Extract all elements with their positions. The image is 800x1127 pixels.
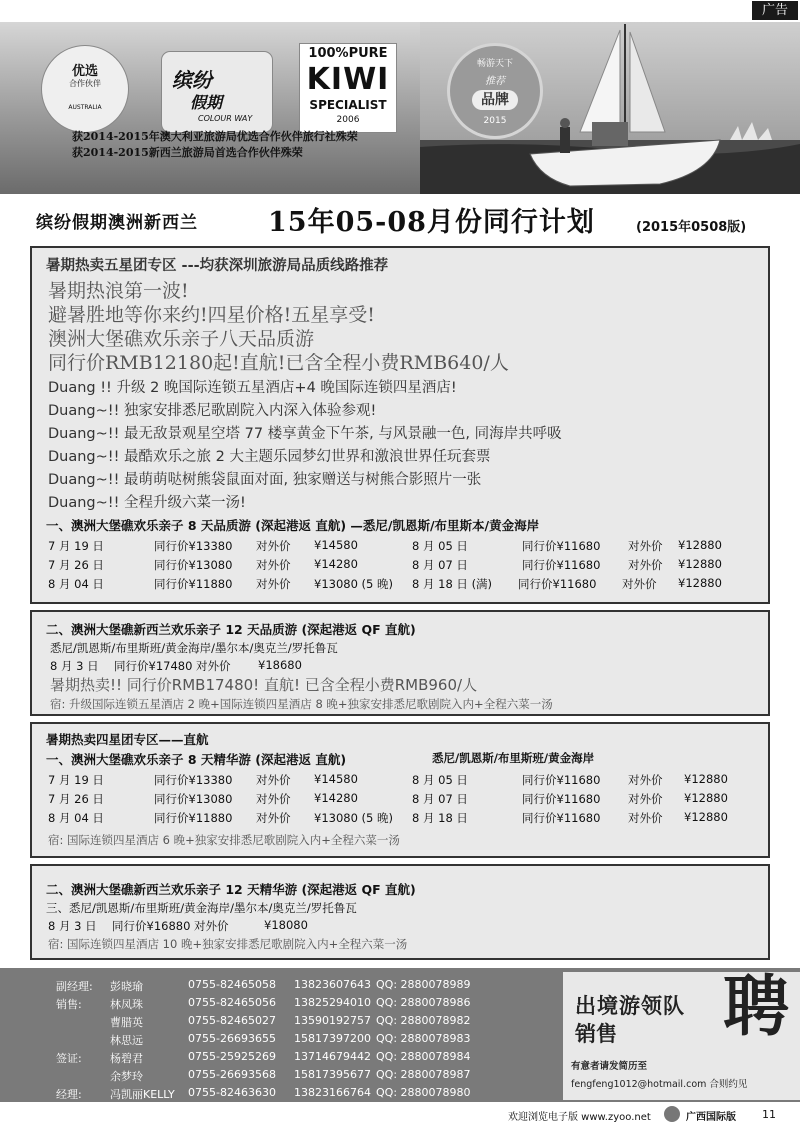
public-price-label: 对外价 xyxy=(628,539,663,553)
five-star-section xyxy=(30,246,770,604)
peer-price-cell: 同行价¥11880 xyxy=(154,811,233,825)
public-price-label: 对外价 xyxy=(628,792,663,806)
date-cell: 8 月 3 日 xyxy=(50,659,99,673)
date-cell: 7 月 26 日 xyxy=(48,792,104,806)
section-header: 暑期热卖五星团专区 ---均获深圳旅游局品质线路推荐 xyxy=(46,258,389,274)
public-price-label: 对外价 xyxy=(628,811,663,825)
contact-phone: 0755-82465058 xyxy=(188,978,276,991)
public-price-label: 对外价 xyxy=(628,558,663,572)
public-price-cell: ¥13080 (5 晚) xyxy=(314,577,394,591)
recruit-big-char: 聘 xyxy=(723,967,789,1045)
nz-essence-section xyxy=(30,864,770,960)
route-cities: 三、悉尼/凯恩斯/布里斯班/黄金海岸/墨尔本/奥克兰/罗托鲁瓦 xyxy=(46,901,357,915)
promo-line-2: 避暑胜地等你来约!四星价格!五星享受! xyxy=(48,304,375,326)
contact-qq: QQ: 2880078986 xyxy=(376,996,471,1009)
public-price-cell: ¥12880 xyxy=(678,576,722,590)
contact-phone: 0755-26693655 xyxy=(188,1032,276,1045)
nz-quality-section xyxy=(30,610,770,716)
promo-line-3: 澳洲大堡礁欢乐亲子八天品质游 xyxy=(48,328,315,350)
route-title: 二、澳洲大堡礁新西兰欢乐亲子 12 天品质游 (深起港返 QF 直航) xyxy=(46,622,416,637)
contact-mobile: 13590192757 xyxy=(294,1014,371,1027)
public-price-label: 对外价 xyxy=(256,811,291,825)
contact-name: 林凤珠 xyxy=(110,998,143,1011)
route-cities: 悉尼/凯恩斯/布里斯班/黄金海岸/墨尔本/奥克兰/罗托鲁瓦 xyxy=(50,641,338,655)
contact-mobile: 15817397200 xyxy=(294,1032,371,1045)
accommodation-line: 宿: 升级国际连锁五星酒店 2 晚+国际连锁四星酒店 8 晚+独家安排悉尼歌剧院入内+全程六菜一汤 xyxy=(50,697,553,711)
contact-name: 林思远 xyxy=(110,1034,143,1047)
date-cell: 7 月 19 日 xyxy=(48,773,104,787)
contact-qq: QQ: 2880078982 xyxy=(376,1014,471,1027)
logo-colour-way xyxy=(162,52,272,132)
date-cell: 8 月 04 日 xyxy=(48,811,104,825)
peer-price-cell: 同行价¥17480 对外价 xyxy=(114,659,231,673)
contact-name: 冯凯丽KELLY xyxy=(110,1088,175,1101)
contact-phone: 0755-26693568 xyxy=(188,1068,276,1081)
contact-name: 彭晓瑜 xyxy=(110,980,143,993)
public-price-cell: ¥12880 xyxy=(684,810,728,824)
page-title: 15年05-08月份同行计划 xyxy=(268,207,595,238)
date-cell: 7 月 26 日 xyxy=(48,558,104,572)
peer-price-cell: 同行价¥13380 xyxy=(154,539,233,553)
public-price-cell: ¥12880 xyxy=(678,538,722,552)
duang-line-4: Duang~!! 最酷欢乐之旅 2 大主题乐园梦幻世界和激浪世界任玩套票 xyxy=(48,449,491,465)
contact-qq: QQ: 2880078980 xyxy=(376,1086,471,1099)
logo3-year-text: 2006 xyxy=(336,115,360,125)
page-number: 11 xyxy=(762,1108,776,1121)
award-line-2: 获2014-2015新西兰旅游局首选合作伙伴殊荣 xyxy=(72,146,303,159)
section-header: 暑期热卖四星团专区——直航 xyxy=(46,732,209,747)
peer-price-cell: 同行价¥11680 xyxy=(522,558,601,572)
peer-price-cell: 同行价¥11680 xyxy=(522,539,601,553)
contact-qq: QQ: 2880078987 xyxy=(376,1068,471,1081)
route-cities: 悉尼/凯恩斯/布里斯班/黄金海岸 xyxy=(432,751,595,765)
contact-qq: QQ: 2880078984 xyxy=(376,1050,471,1063)
route-title: 一、澳洲大堡礁欢乐亲子 8 天精华游 (深起港返 直航) xyxy=(46,752,347,767)
header-banner xyxy=(0,22,800,194)
public-price-cell: ¥12880 xyxy=(684,772,728,786)
award-line-1: 获2014-2015年澳大利亚旅游局优选合作伙伴旅行社殊荣 xyxy=(72,130,358,143)
public-price-cell: ¥13080 (5 晚) xyxy=(314,811,394,825)
accommodation-line: 宿: 国际连锁四星酒店 6 晚+独家安排悉尼歌剧院入内+全程六菜一汤 xyxy=(48,833,400,847)
recruit-note: 有意者请发简历至 xyxy=(571,1061,648,1072)
public-price-label: 对外价 xyxy=(622,577,657,591)
peer-price-cell: 同行价¥13380 xyxy=(154,773,233,787)
contact-mobile: 15817395677 xyxy=(294,1068,371,1081)
logo1-main-text: 优选 xyxy=(71,64,98,79)
route-title: 二、澳洲大堡礁新西兰欢乐亲子 12 天精华游 (深起港返 QF 直航) xyxy=(46,882,416,897)
contact-mobile: 13823166764 xyxy=(294,1086,371,1099)
date-cell: 8 月 18 日 (满) xyxy=(412,577,493,591)
public-price-label: 对外价 xyxy=(256,773,291,787)
contact-mobile: 13714679442 xyxy=(294,1050,371,1063)
company-title: 缤纷假期澳洲新西兰 xyxy=(36,213,198,233)
contact-role: 签证: xyxy=(56,1052,82,1065)
public-price-cell: ¥14280 xyxy=(314,557,358,571)
contact-phone: 0755-25925269 xyxy=(188,1050,276,1063)
contact-qq: QQ: 2880078983 xyxy=(376,1032,471,1045)
logo3-bot-text: SPECIALIST xyxy=(309,98,387,112)
date-cell: 8 月 18 日 xyxy=(412,811,468,825)
date-cell: 8 月 05 日 xyxy=(412,773,468,787)
recruitment-box xyxy=(563,967,800,1100)
contact-mobile: 13825294010 xyxy=(294,996,371,1009)
logo4-top-text: 畅游天下 xyxy=(476,59,513,69)
logo2-main-text: 缤纷 xyxy=(172,68,212,92)
public-price-cell: ¥14280 xyxy=(314,791,358,805)
promo-line-1: 暑期热浪第一波! xyxy=(48,280,189,302)
contact-mobile: 13823607643 xyxy=(294,978,371,991)
public-price-label: 对外价 xyxy=(256,577,291,591)
logo1-sub-text: 合作伙伴 xyxy=(69,79,101,88)
duang-line-5: Duang~!! 最萌萌哒树熊袋鼠面对面, 独家赠送与树熊合影照片一张 xyxy=(48,472,482,488)
date-cell: 8 月 05 日 xyxy=(412,539,468,553)
duang-line-6: Duang~!! 全程升级六菜一汤! xyxy=(48,495,246,511)
version-label: (2015年0508版) xyxy=(636,220,747,235)
footer-edition: 广西国际版 xyxy=(686,1112,736,1123)
contact-qq: QQ: 2880078989 xyxy=(376,978,471,991)
peer-price-cell: 同行价¥11680 xyxy=(522,811,601,825)
logo3-top-text: 100%PURE xyxy=(308,46,388,61)
duang-line-2: Duang~!! 独家安排悉尼歌剧院入内深入体验参观! xyxy=(48,403,377,419)
accommodation-line: 宿: 国际连锁四星酒店 10 晚+独家安排悉尼歌剧院入内+全程六菜一汤 xyxy=(48,937,408,951)
public-price-cell: ¥14580 xyxy=(314,538,358,552)
contact-name: 余梦玲 xyxy=(110,1070,143,1083)
logo-preferred-partner xyxy=(42,46,128,132)
peer-price-cell: 同行价¥13080 xyxy=(154,792,233,806)
contact-role: 经理: xyxy=(56,1088,82,1101)
date-cell: 8 月 07 日 xyxy=(412,558,468,572)
logo4-mid-text: 推荐 xyxy=(485,76,505,87)
recruit-subtitle: 销售 xyxy=(575,1021,617,1046)
logo4-year-text: 2015 xyxy=(483,116,507,126)
public-price-label: 对外价 xyxy=(256,792,291,806)
public-price-label: 对外价 xyxy=(256,558,291,572)
public-price-label: 对外价 xyxy=(256,539,291,553)
peer-price-cell: 同行价¥11680 xyxy=(522,773,601,787)
hot-sale-line: 暑期热卖!! 同行价RMB17480! 直航! 已含全程小费RMB960/人 xyxy=(50,676,478,694)
logo-recommended-brand xyxy=(450,46,540,136)
peer-price-cell: 同行价¥13080 xyxy=(154,558,233,572)
recruit-title: 出境游领队 xyxy=(575,993,685,1018)
contact-name: 曹腊英 xyxy=(110,1016,143,1029)
peer-price-cell: 同行价¥11880 xyxy=(154,577,233,591)
footer-site[interactable]: 欢迎浏览电子版 www.zyoo.net xyxy=(508,1112,651,1123)
date-cell: 7 月 19 日 xyxy=(48,539,104,553)
route-title: 一、澳洲大堡礁欢乐亲子 8 天品质游 (深起港返 直航) —悉尼/凯恩斯/布里斯本/黄金海岸 xyxy=(46,518,540,533)
peer-price-cell: 同行价¥11680 xyxy=(522,792,601,806)
peer-price-cell: 同行价¥16880 对外价 xyxy=(112,919,229,933)
contact-phone: 0755-82465027 xyxy=(188,1014,276,1027)
footer-logo-icon xyxy=(664,1106,680,1122)
peer-price-cell: 同行价¥11680 xyxy=(518,577,597,591)
logo1-small-text: AUSTRALIA xyxy=(68,104,102,111)
duang-line-3: Duang~!! 最无敌景观星空塔 77 楼享黄金下午茶, 与风景融一色, 同海岸共呼吸 xyxy=(48,426,562,442)
contact-phone: 0755-82463630 xyxy=(188,1086,276,1099)
public-price-cell: ¥12880 xyxy=(684,791,728,805)
public-price-cell: ¥12880 xyxy=(678,557,722,571)
ad-tag: 广告 xyxy=(752,1,798,20)
contact-role: 销售: xyxy=(56,998,82,1011)
public-price-label: 对外价 xyxy=(628,773,663,787)
public-price-cell: ¥14580 xyxy=(314,772,358,786)
duang-line-1: Duang !! 升级 2 晚国际连锁五星酒店+4 晚国际连锁四星酒店! xyxy=(48,380,457,396)
logo2-sub-text: COLOUR WAY xyxy=(198,114,253,123)
promo-line-4: 同行价RMB12180起!直航!已含全程小费RMB640/人 xyxy=(48,352,509,374)
four-star-section xyxy=(30,722,770,858)
logo4-main-text: 品牌 xyxy=(472,90,518,110)
public-price-cell: ¥18680 xyxy=(258,658,302,672)
date-cell: 8 月 07 日 xyxy=(412,792,468,806)
contact-phone: 0755-82465056 xyxy=(188,996,276,1009)
date-cell: 8 月 3 日 xyxy=(48,919,97,933)
public-price-cell: ¥18080 xyxy=(264,918,308,932)
contact-role: 副经理: xyxy=(56,980,93,993)
logo2-main2-text: 假期 xyxy=(190,93,223,112)
page-footer xyxy=(0,1102,800,1127)
contact-name: 杨碧君 xyxy=(110,1052,143,1065)
logo-kiwi-specialist xyxy=(300,44,396,132)
date-cell: 8 月 04 日 xyxy=(48,577,104,591)
recruit-email[interactable]: fengfeng1012@hotmail.com 合则约见 xyxy=(571,1079,748,1090)
logo3-mid-text: KIWI xyxy=(306,62,390,97)
